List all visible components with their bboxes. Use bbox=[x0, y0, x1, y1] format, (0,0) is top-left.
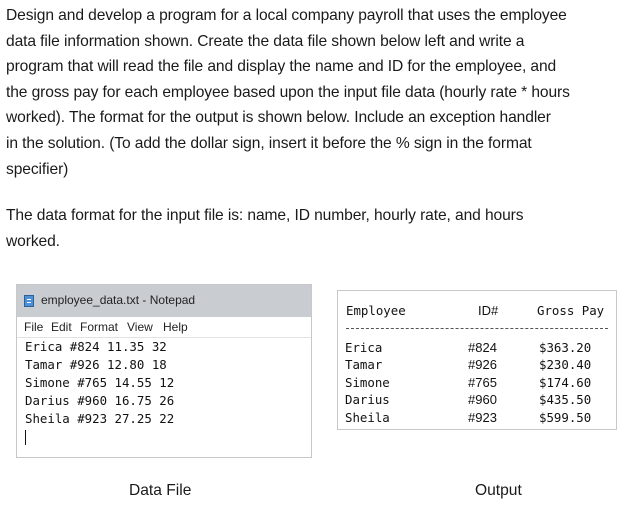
data-file-line: Erica #824 11.35 32 bbox=[25, 339, 167, 354]
menu-edit[interactable]: Edit bbox=[51, 320, 72, 334]
output-caption: Output bbox=[475, 482, 522, 499]
instructions-line: specifier) bbox=[6, 160, 69, 178]
employee-name: Tamar bbox=[345, 357, 383, 373]
data-file-line: Darius #960 16.75 26 bbox=[25, 393, 175, 408]
gross-pay: $174.60 bbox=[539, 374, 592, 390]
header-gross-pay: Gross Pay bbox=[537, 303, 605, 318]
instructions-line: program that will read the file and display the name and ID for the employee, and bbox=[6, 58, 557, 76]
menu-file[interactable]: File bbox=[24, 320, 44, 334]
employee-id: #824 bbox=[468, 340, 497, 355]
employee-name: Darius bbox=[345, 392, 390, 408]
gross-pay: $363.20 bbox=[539, 340, 592, 355]
data-format-line: The data format for the input file is: name, ID number, hourly rate, and hours bbox=[6, 207, 524, 224]
employee-id: #960 bbox=[468, 392, 497, 408]
menu-format[interactable]: Format bbox=[80, 320, 119, 334]
data-file-line: Sheila #923 27.25 22 bbox=[25, 411, 175, 426]
employee-id: #765 bbox=[468, 374, 497, 390]
employee-id: #926 bbox=[468, 357, 497, 373]
gross-pay: $435.50 bbox=[539, 392, 592, 408]
data-file-line: Simone #765 14.55 12 bbox=[25, 375, 175, 390]
notepad-icon bbox=[24, 295, 34, 307]
header-id: ID# bbox=[478, 303, 499, 318]
data-file-line: Tamar #926 12.80 18 bbox=[25, 357, 167, 372]
instructions-line: worked). The format for the output is shown below. Include an exception handler bbox=[6, 109, 551, 127]
notepad-title: employee_data.txt - Notepad bbox=[41, 293, 196, 307]
header-employee: Employee bbox=[346, 303, 406, 318]
gross-pay-column bbox=[539, 339, 591, 426]
output-console bbox=[337, 290, 617, 430]
notepad-text-area[interactable] bbox=[25, 338, 174, 445]
data-file-caption: Data File bbox=[129, 482, 192, 499]
instructions-line: in the solution. (To add the dollar sign, insert it before the % sign in the format bbox=[6, 134, 532, 152]
employee-id-column bbox=[468, 339, 497, 426]
header-divider bbox=[346, 328, 608, 329]
menu-view[interactable]: View bbox=[127, 320, 153, 334]
employee-id: #923 bbox=[468, 409, 497, 425]
gross-pay: $230.40 bbox=[539, 357, 592, 373]
notepad-menubar bbox=[17, 317, 311, 338]
employee-name: Simone bbox=[345, 374, 390, 390]
employee-name: Sheila bbox=[345, 409, 390, 425]
employee-name: Erica bbox=[345, 340, 383, 355]
employee-name-column bbox=[345, 339, 390, 426]
menu-help[interactable]: Help bbox=[163, 320, 188, 334]
notepad-titlebar[interactable] bbox=[17, 285, 311, 317]
notepad-window bbox=[16, 284, 312, 458]
instructions-line: Design and develop a program for a local company payroll that uses the employee bbox=[6, 7, 567, 24]
data-format-line: worked. bbox=[6, 232, 60, 250]
data-format-paragraph bbox=[6, 203, 634, 254]
instructions-paragraph bbox=[6, 3, 634, 182]
text-caret bbox=[25, 430, 26, 445]
instructions-line: data file information shown. Create the data file shown below left and write a bbox=[6, 32, 525, 50]
gross-pay: $599.50 bbox=[539, 409, 592, 425]
instructions-line: the gross pay for each employee based upon the input file data (hourly rate * hours bbox=[6, 83, 570, 101]
